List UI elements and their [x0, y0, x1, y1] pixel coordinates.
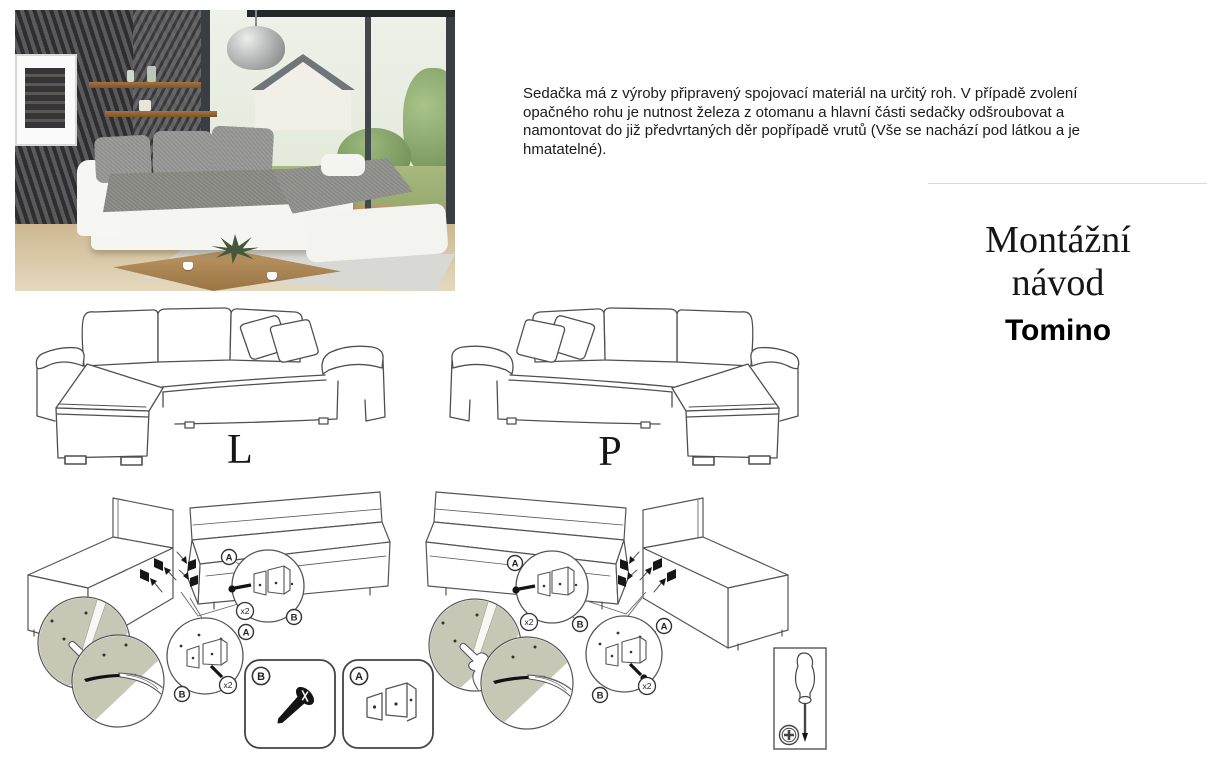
photo-wall-shelf — [105, 111, 217, 117]
photo-wall-shelf — [89, 82, 201, 88]
photo-cup — [267, 272, 277, 280]
intro-line: Sedačka má z výroby připravený spojovací materiál na určitý roh. V případě zvolení — [523, 85, 1078, 102]
assembly-diagram-right — [398, 480, 818, 763]
photo-window-top-frame — [247, 10, 455, 17]
variant-right-label: P — [598, 429, 622, 475]
photo-window-frame — [446, 10, 455, 254]
hand-detail-circle — [72, 635, 164, 727]
photo-window-frame — [365, 10, 371, 238]
sofa-variant-right-drawing — [430, 300, 800, 480]
product-photo — [15, 10, 455, 291]
heading-block — [930, 219, 1186, 348]
photo-shelf-decor — [147, 66, 156, 82]
product-name: Tomino — [1004, 314, 1112, 347]
tool-box-screwdriver — [773, 647, 827, 750]
manual-title-line2: návod — [1011, 262, 1105, 304]
hand-detail-circle — [481, 637, 573, 729]
photo-back-cushion — [153, 131, 213, 177]
intro-line: opačného rohu je nutnost železa z otomanu a hlavní části sedačky odšroubovat a — [523, 103, 1065, 121]
manual-title-line1: Montážní — [985, 219, 1131, 261]
photo-cup — [183, 262, 193, 270]
section-divider — [928, 183, 1207, 184]
photo-back-cushion — [210, 125, 274, 176]
photo-picture-art — [25, 68, 65, 128]
intro-paragraph — [523, 85, 1163, 159]
photo-chaise-white-base — [303, 203, 448, 263]
sofa-variant-left-drawing — [35, 300, 405, 480]
photo-picture-frame — [15, 54, 77, 146]
photo-shelf-decor — [139, 100, 151, 111]
photo-chaise-armrest — [321, 154, 365, 176]
intro-line: namontovat do již předvrtaných děr popřípadě vrutů (Vše se nachází pod látkou a je — [523, 122, 1080, 140]
variant-left-label: L — [227, 427, 253, 473]
phillips-head-icon — [780, 726, 799, 745]
photo-pendant-lamp — [227, 26, 285, 70]
photo-shelf-decor — [127, 70, 134, 82]
part-box-bracket — [341, 658, 435, 750]
part-box-screw — [243, 658, 337, 750]
intro-line: hmatatelné). — [523, 140, 607, 158]
